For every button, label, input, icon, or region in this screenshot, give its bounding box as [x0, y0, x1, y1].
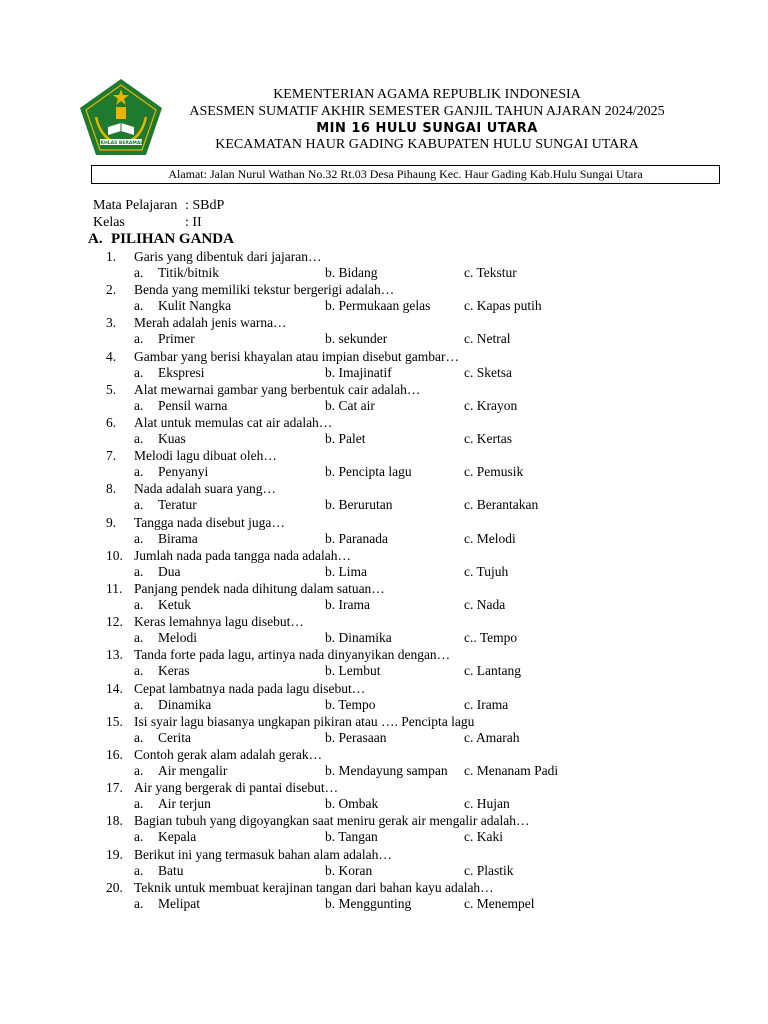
option-a	[134, 464, 208, 480]
option-b: b. Imajinatif	[325, 365, 392, 380]
question-number: 9.	[106, 515, 117, 530]
option-a-letter: a.	[134, 796, 144, 811]
option-a-letter: a.	[134, 763, 144, 778]
question-text	[106, 647, 450, 663]
question-text	[106, 714, 474, 730]
option-a-text: Keras	[158, 663, 190, 678]
question-number: 6.	[106, 415, 117, 430]
question-stem: Melodi lagu dibuat oleh…	[134, 448, 277, 463]
option-a	[134, 398, 227, 414]
question-stem: Merah adalah jenis warna…	[134, 315, 287, 330]
option-a-letter: a.	[134, 863, 144, 878]
option-a-text: Primer	[158, 331, 195, 346]
option-a-text: Kulit Nangka	[158, 298, 232, 313]
option-c: c. Kapas putih	[464, 298, 542, 313]
question-number: 17.	[106, 780, 123, 795]
question-stem: Cepat lambatnya nada pada lagu disebut…	[134, 681, 366, 696]
option-a-letter: a.	[134, 597, 144, 612]
option-b: b. sekunder	[325, 331, 388, 346]
option-c: c. Berantakan	[464, 497, 539, 512]
option-c: c. Sketsa	[464, 365, 512, 380]
question-number: 11.	[106, 581, 123, 596]
question-text	[106, 415, 332, 431]
option-a	[134, 564, 181, 580]
question-number: 8.	[106, 481, 117, 496]
option-a	[134, 863, 184, 879]
question-stem: Gambar yang berisi khayalan atau impian disebut gambar…	[134, 349, 460, 364]
question-stem: Panjang pendek nada dihitung dalam satuan…	[134, 581, 385, 596]
option-a-text: Dinamika	[158, 697, 212, 712]
option-c: c. Hujan	[464, 796, 510, 811]
option-a-text: Kuas	[158, 431, 186, 446]
option-a-letter: a.	[134, 730, 144, 745]
option-a-text: Penyanyi	[158, 464, 209, 479]
question-text	[106, 614, 304, 630]
question-text	[106, 315, 287, 331]
option-c: c. Krayon	[464, 398, 518, 413]
option-a	[134, 265, 219, 281]
option-a	[134, 630, 197, 646]
question-number: 2.	[106, 282, 117, 297]
option-a	[134, 365, 205, 381]
option-a-text: Kepala	[158, 829, 197, 844]
question-number: 7.	[106, 448, 117, 463]
option-a	[134, 763, 227, 779]
question-number: 19.	[106, 847, 123, 862]
question-number: 3.	[106, 315, 117, 330]
option-a-letter: a.	[134, 398, 144, 413]
question-stem: Nada adalah suara yang…	[134, 481, 277, 496]
question-number: 18.	[106, 813, 123, 828]
question-text	[106, 382, 420, 398]
option-c: c. Kertas	[464, 431, 512, 446]
option-a-text: Melipat	[158, 896, 200, 911]
option-b: b. Perasaan	[325, 730, 387, 745]
option-c: c. Lantang	[464, 663, 521, 678]
option-a	[134, 829, 196, 845]
exam-title: ASESMEN SUMATIF AKHIR SEMESTER GANJIL TAHUN AJARAN 2024/2025	[189, 104, 665, 119]
question-number: 5.	[106, 382, 117, 397]
option-a-text: Dua	[158, 564, 181, 579]
option-a	[134, 663, 189, 679]
class-label: Kelas	[93, 215, 125, 230]
option-c: c. Tekstur	[464, 265, 517, 280]
option-c: c. Tujuh	[464, 564, 509, 579]
option-a-text: Air mengalir	[158, 763, 228, 778]
option-b: b. Paranada	[325, 531, 388, 546]
question-number: 13.	[106, 647, 123, 662]
district-name: KECAMATAN HAUR GADING KABUPATEN HULU SUNGAI UTARA	[215, 137, 639, 152]
question-number: 10.	[106, 548, 123, 563]
option-a-text: Birama	[158, 531, 198, 546]
option-a-letter: a.	[134, 896, 144, 911]
question-number: 1.	[106, 249, 117, 264]
option-a-letter: a.	[134, 663, 144, 678]
option-a-letter: a.	[134, 564, 144, 579]
question-text	[106, 548, 351, 564]
question-number: 15.	[106, 714, 123, 729]
question-text	[106, 681, 365, 697]
option-b: b. Permukaan gelas	[325, 298, 431, 313]
option-a-letter: a.	[134, 298, 144, 313]
school-name: MIN 16 HULU SUNGAI UTARA	[316, 121, 538, 136]
question-text	[106, 747, 322, 763]
class-row	[93, 214, 202, 231]
option-a	[134, 597, 191, 613]
option-a-letter: a.	[134, 265, 144, 280]
option-a	[134, 431, 186, 447]
option-a-text: Pensil warna	[158, 398, 228, 413]
question-text	[106, 780, 338, 796]
class-value: : II	[185, 215, 202, 230]
question-stem: Alat untuk memulas cat air adalah…	[134, 415, 333, 430]
option-a-text: Batu	[158, 863, 184, 878]
question-stem: Bagian tubuh yang digoyangkan saat meniru gerak air mengalir adalah…	[134, 813, 530, 828]
question-number: 14.	[106, 681, 123, 696]
option-b: b. Berurutan	[325, 497, 393, 512]
option-c: c. Kaki	[464, 829, 503, 844]
option-a-letter: a.	[134, 829, 144, 844]
option-b: b. Lembut	[325, 663, 381, 678]
option-a	[134, 896, 200, 912]
subject-row	[93, 197, 224, 214]
subject-value: : SBdP	[185, 198, 225, 213]
option-a-letter: a.	[134, 697, 144, 712]
option-b: b. Mendayung sampan	[325, 763, 448, 778]
question-stem: Berikut ini yang termasuk bahan alam adalah…	[134, 847, 392, 862]
option-b: b. Irama	[325, 597, 370, 612]
option-b: b. Bidang	[325, 265, 378, 280]
question-text	[106, 448, 277, 464]
option-b: b. Lima	[325, 564, 367, 579]
option-a	[134, 531, 198, 547]
question-number: 4.	[106, 349, 117, 364]
option-b: b. Ombak	[325, 796, 379, 811]
question-text	[106, 880, 494, 896]
option-a	[134, 730, 191, 746]
option-a-text: Ekspresi	[158, 365, 205, 380]
question-stem: Tangga nada disebut juga…	[134, 515, 285, 530]
option-b: b. Cat air	[325, 398, 375, 413]
option-a-text: Ketuk	[158, 597, 191, 612]
question-stem: Teknik untuk membuat kerajinan tangan dari bahan kayu adalah…	[134, 880, 494, 895]
option-c: c. Irama	[464, 697, 509, 712]
option-b: b. Koran	[325, 863, 373, 878]
option-b: b. Tangan	[325, 829, 378, 844]
option-a-letter: a.	[134, 365, 144, 380]
question-stem: Keras lemahnya lagu disebut…	[134, 614, 304, 629]
option-a-letter: a.	[134, 497, 144, 512]
option-a	[134, 331, 195, 347]
question-stem: Air yang bergerak di pantai disebut…	[134, 780, 339, 795]
option-b: b. Tempo	[325, 697, 376, 712]
subject-label: Mata Pelajaran	[93, 198, 178, 213]
section-title: PILIHAN GANDA	[111, 231, 234, 247]
question-stem: Isi syair lagu biasanya ungkapan pikiran atau …. Pencipta lagu	[134, 714, 475, 729]
school-address: Alamat: Jalan Nurul Wathan No.32 Rt.03 Desa Pihaung Kec. Haur Gading Kab.Hulu Sungai Utara	[91, 165, 720, 184]
option-c: c. Melodi	[464, 531, 516, 546]
option-c: c. Netral	[464, 331, 511, 346]
option-c: c. Nada	[464, 597, 506, 612]
logo-motto: IKHLAS BERAMAL	[98, 141, 144, 146]
section-heading	[88, 231, 234, 248]
option-b: b. Pencipta lagu	[325, 464, 412, 479]
question-number: 16.	[106, 747, 123, 762]
question-stem: Jumlah nada pada tangga nada adalah…	[134, 548, 352, 563]
option-c: c. Plastik	[464, 863, 514, 878]
option-b: b. Dinamika	[325, 630, 392, 645]
option-b: b. Palet	[325, 431, 366, 446]
question-text	[106, 249, 321, 265]
option-c: c. Amarah	[464, 730, 520, 745]
option-a	[134, 497, 197, 513]
option-c: c.. Tempo	[464, 630, 518, 645]
question-stem: Tanda forte pada lagu, artinya nada dinyanyikan dengan…	[134, 647, 451, 662]
question-text	[106, 481, 276, 497]
option-a-text: Cerita	[158, 730, 191, 745]
ministry-title: KEMENTERIAN AGAMA REPUBLIK INDONESIA	[273, 87, 581, 102]
option-c: c. Menempel	[464, 896, 535, 911]
section-letter: A.	[88, 231, 103, 247]
question-text	[106, 349, 459, 365]
question-stem: Garis yang dibentuk dari jajaran…	[134, 249, 322, 264]
question-text	[106, 515, 285, 531]
question-text	[106, 282, 394, 298]
question-stem: Contoh gerak alam adalah gerak…	[134, 747, 323, 762]
option-a	[134, 697, 211, 713]
option-c: c. Menanam Padi	[464, 763, 559, 778]
option-a	[134, 796, 211, 812]
question-stem: Alat mewarnai gambar yang berbentuk cair adalah…	[134, 382, 421, 397]
option-a-letter: a.	[134, 331, 144, 346]
option-a-letter: a.	[134, 464, 144, 479]
question-text	[106, 847, 392, 863]
question-number: 20.	[106, 880, 123, 895]
question-stem: Benda yang memiliki tekstur bergerigi adalah…	[134, 282, 395, 297]
option-a-letter: a.	[134, 630, 144, 645]
question-text	[106, 581, 385, 597]
question-text	[106, 813, 530, 829]
question-number: 12.	[106, 614, 123, 629]
option-b: b. Menggunting	[325, 896, 412, 911]
option-a-text: Titik/bitnik	[158, 265, 220, 280]
option-a-letter: a.	[134, 531, 144, 546]
option-a-letter: a.	[134, 431, 144, 446]
option-c: c. Pemusik	[464, 464, 524, 479]
kemenag-logo	[78, 77, 164, 157]
option-a-text: Air terjun	[158, 796, 211, 811]
option-a-text: Melodi	[158, 630, 197, 645]
option-a	[134, 298, 231, 314]
option-a-text: Teratur	[158, 497, 197, 512]
